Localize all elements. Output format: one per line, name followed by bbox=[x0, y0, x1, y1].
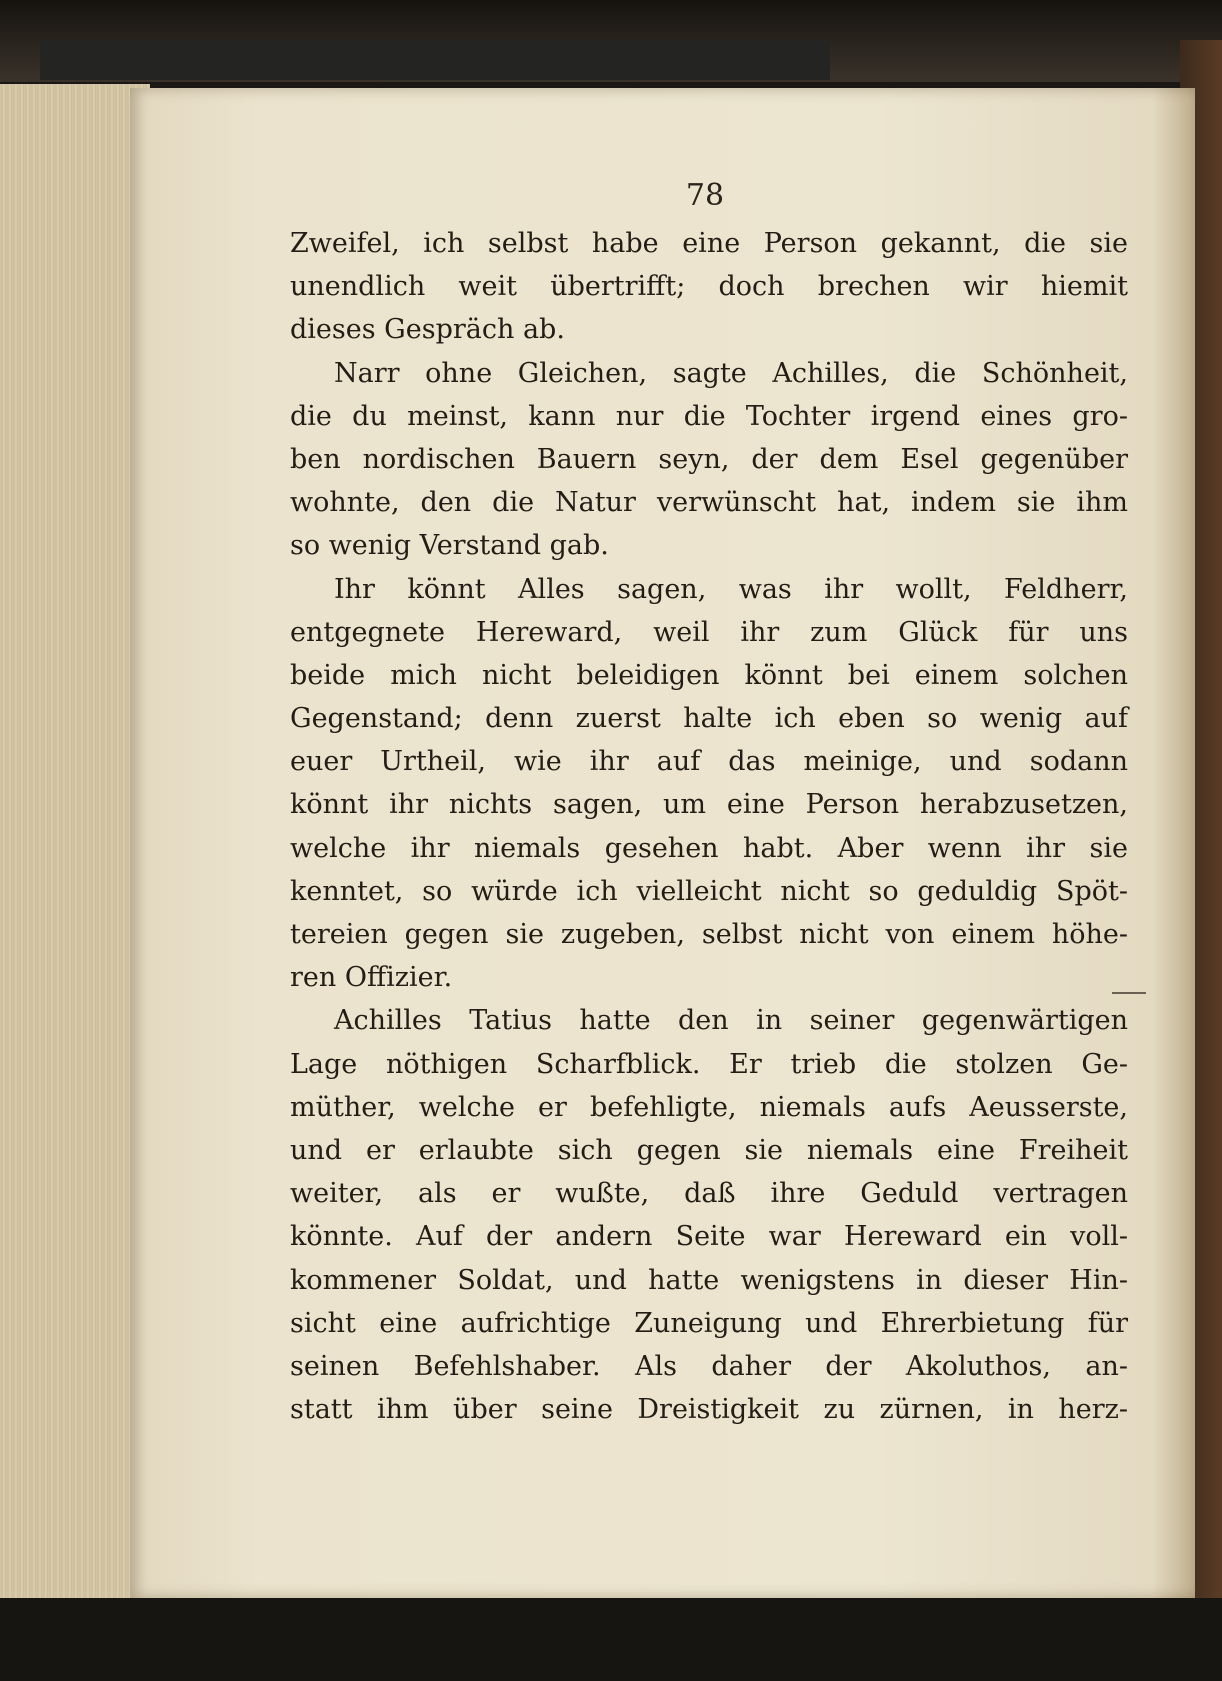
text-line: dieses Gespräch ab. bbox=[290, 314, 565, 346]
text-line: Zweifel, ich selbst habe eine Person gekannt, die sie bbox=[290, 228, 1128, 259]
text-line: entgegnete Hereward, weil ihr zum Glück für uns bbox=[290, 616, 1128, 648]
text-line: so wenig Verstand gab. bbox=[290, 530, 609, 562]
page-edges bbox=[0, 84, 150, 1604]
text-line: ren Offizier. bbox=[290, 962, 453, 994]
text-line: ben nordischen Bauern seyn, der dem Esel gegenüber bbox=[290, 443, 1128, 475]
text-line: könnte. Auf der andern Seite war Hereward ein voll- bbox=[290, 1221, 1128, 1253]
text-line: Gegenstand; denn zuerst halte ich eben so wenig auf bbox=[290, 703, 1128, 735]
text-line: kenntet, so würde ich vielleicht nicht so geduldig Spöt- bbox=[290, 875, 1128, 907]
body-text bbox=[290, 222, 1128, 1431]
text-line: müther, welche er befehligte, niemals aufs Aeusserste, bbox=[290, 1091, 1128, 1123]
text-line: beide mich nicht beleidigen könnt bei einem solchen bbox=[290, 659, 1128, 691]
text-line: wohnte, den die Natur verwünscht hat, indem sie ihm bbox=[290, 487, 1128, 519]
text-line: unendlich weit übertrifft; doch brechen wir hiemit bbox=[290, 271, 1128, 303]
text-line: Narr ohne Gleichen, sagte Achilles, die Schönheit, bbox=[334, 357, 1128, 389]
text-line: könnt ihr nichts sagen, um eine Person herabzusetzen, bbox=[290, 789, 1128, 821]
text-line: und er erlaubte sich gegen sie niemals eine Freiheit bbox=[290, 1134, 1128, 1166]
text-line: seinen Befehlshaber. Als daher der Akoluthos, an- bbox=[290, 1350, 1128, 1382]
text-line: welche ihr niemals gesehen habt. Aber wenn ihr sie bbox=[290, 832, 1128, 864]
text-line: Ihr könnt Alles sagen, was ihr wollt, Feldherr, bbox=[334, 573, 1128, 605]
binding-band bbox=[40, 40, 830, 80]
margin-mark bbox=[1112, 992, 1146, 994]
text-line: sicht eine aufrichtige Zuneigung und Ehrerbietung für bbox=[290, 1307, 1128, 1339]
text-line: Lage nöthigen Scharfblick. Er trieb die stolzen Ge- bbox=[290, 1048, 1128, 1080]
text-line: statt ihm über seine Dreistigkeit zu zürnen, in herz- bbox=[290, 1394, 1128, 1426]
text-line: euer Urtheil, wie ihr auf das meinige, und sodann bbox=[290, 746, 1128, 778]
text-line: Achilles Tatius hatte den in seiner gegenwärtigen bbox=[334, 1005, 1128, 1037]
text-line: tereien gegen sie zugeben, selbst nicht von einem höhe- bbox=[290, 919, 1128, 950]
text-line: weiter, als er wußte, daß ihre Geduld vertragen bbox=[290, 1178, 1128, 1210]
page-number: 78 bbox=[685, 178, 725, 213]
text-line: die du meinst, kann nur die Tochter irgend eines gro- bbox=[290, 400, 1128, 432]
text-line: kommener Soldat, und hatte wenigstens in dieser Hin- bbox=[290, 1264, 1128, 1296]
bottom-background bbox=[0, 1598, 1222, 1681]
